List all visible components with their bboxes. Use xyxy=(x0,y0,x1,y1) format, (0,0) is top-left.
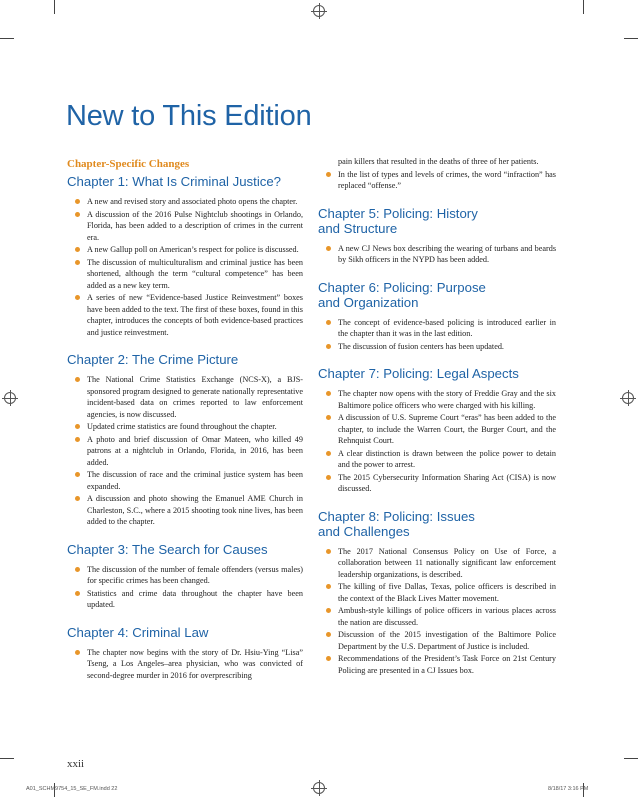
bullet-icon xyxy=(326,391,331,396)
registration-mark-icon xyxy=(313,782,325,794)
bullet-icon xyxy=(326,656,331,661)
change-list xyxy=(67,196,303,338)
list-item-text: A new and revised story and associated photo opens the chapter. xyxy=(87,197,298,206)
bullet-icon xyxy=(326,246,331,251)
list-item xyxy=(67,493,303,528)
right-column xyxy=(318,156,556,677)
chapter-heading-line: and Organization xyxy=(318,294,419,310)
change-list xyxy=(67,374,303,528)
chapter-heading: Chapter 3: The Search for Causes xyxy=(67,541,268,557)
list-item xyxy=(318,388,556,411)
chapter-heading xyxy=(318,206,556,236)
bullet-icon xyxy=(326,584,331,589)
list-item xyxy=(67,196,303,208)
bullet-icon xyxy=(75,260,80,265)
continued-list xyxy=(318,156,556,192)
bullet-icon xyxy=(75,472,80,477)
list-item xyxy=(318,412,556,447)
chapter-heading xyxy=(318,509,556,539)
chapter-heading-line: Chapter 5: Policing: History xyxy=(318,205,478,221)
list-item-text: Updated crime statistics are found throughout the chapter. xyxy=(87,422,277,431)
registration-mark-icon xyxy=(4,392,16,404)
page-title: New to This Edition xyxy=(66,100,312,132)
chapter-heading xyxy=(318,280,556,310)
bullet-icon xyxy=(326,320,331,325)
list-item xyxy=(318,653,556,676)
bullet-icon xyxy=(75,247,80,252)
list-item xyxy=(67,434,303,469)
list-item-text: pain killers that resulted in the deaths of three of her patients. xyxy=(338,157,539,166)
bullet-icon xyxy=(75,567,80,572)
chapter-heading-line: and Structure xyxy=(318,220,398,236)
list-item-text: The concept of evidence-based policing is introduced earlier in the chapter than it was in the last edition. xyxy=(338,317,556,338)
list-item xyxy=(318,629,556,652)
bullet-icon xyxy=(75,295,80,300)
list-item-text: The discussion of the number of female offenders (versus males) for specific crimes has been changed. xyxy=(87,564,303,585)
chapter-heading: Chapter 2: The Crime Picture xyxy=(67,352,239,367)
list-item-text: Statistics and crime data throughout the chapter have been updated. xyxy=(87,588,303,609)
registration-mark-icon xyxy=(622,392,634,404)
bullet-icon xyxy=(75,212,80,217)
list-item xyxy=(67,647,303,682)
chapter-heading-line: Chapter 6: Policing: Purpose xyxy=(318,279,486,295)
change-list xyxy=(67,564,303,611)
list-item-text: The discussion of race and the criminal justice system has been expanded. xyxy=(87,470,303,491)
list-item xyxy=(318,581,556,604)
list-item xyxy=(318,605,556,628)
bullet-icon xyxy=(75,650,80,655)
list-item-text: A series of new “Evidence-based Justice Reinvestment” boxes have been added to the text. The first of these boxes, found in this chapter, introduces the concepts of both evidence-based practices and justice reinvestment. xyxy=(87,293,303,337)
left-column xyxy=(67,156,303,682)
change-list xyxy=(318,317,556,353)
page-number: xxii xyxy=(67,758,85,770)
list-item xyxy=(318,156,556,168)
bullet-icon xyxy=(326,344,331,349)
list-item-text: The 2015 Cybersecurity Information Sharing Act (CISA) is now discussed. xyxy=(338,472,556,493)
chapter-heading-line: and Challenges xyxy=(318,523,410,539)
crop-mark xyxy=(624,38,638,39)
list-item-text: The 2017 National Consensus Policy on Use of Force, a collaboration between 11 nationally significant law enforcement leadership organizations, is described. xyxy=(338,546,556,579)
list-item-text: Recommendations of the President’s Task Force on 21st Century Policing are presented in a CJ Issues box. xyxy=(338,654,556,675)
bullet-icon xyxy=(75,437,80,442)
list-item-text: The National Crime Statistics Exchange (NCS-X), a BJS-sponsored program designed to generate nationally representative incident-based data on crimes reported to law enforcement agencies, is now discussed. xyxy=(87,375,303,419)
slug-date: 8/18/17 3:16 PM xyxy=(548,786,589,792)
list-item xyxy=(67,421,303,433)
list-item-text: The killing of five Dallas, Texas, police officers is described in the context of the Black Lives Matter movement. xyxy=(338,582,556,603)
list-item xyxy=(67,564,303,587)
list-item xyxy=(318,243,556,266)
bullet-icon xyxy=(326,632,331,637)
list-item xyxy=(67,292,303,338)
change-list xyxy=(318,546,556,677)
list-item-text: In the list of types and levels of crimes, the word “infraction” has replaced “offense.” xyxy=(338,169,556,190)
bullet-icon xyxy=(326,608,331,613)
change-list xyxy=(318,243,556,266)
crop-mark xyxy=(0,38,14,39)
list-item xyxy=(318,317,556,340)
chapter-heading: Chapter 4: Criminal Law xyxy=(67,624,209,640)
list-item xyxy=(67,469,303,492)
crop-mark xyxy=(54,0,55,14)
crop-mark xyxy=(0,758,14,759)
list-item-text: A new CJ News box describing the wearing of turbans and beards by Sikh officers in the NYPD has been added. xyxy=(338,243,556,264)
list-item xyxy=(318,546,556,581)
bullet-icon xyxy=(326,451,331,456)
list-item xyxy=(67,209,303,244)
list-item-text: A discussion of U.S. Supreme Court “eras” has been added to the chapter, to include the Warren Court, the Burger Court, and the Rehnquist Court. xyxy=(338,413,556,445)
chapter-heading xyxy=(318,366,556,381)
list-item xyxy=(67,244,303,256)
list-item xyxy=(318,472,556,495)
list-item-text: A new Gallup poll on American’s respect for police is discussed. xyxy=(87,245,299,254)
slug-file: A01_SCHM9754_15_SE_FM.indd 22 xyxy=(26,786,118,792)
bullet-icon xyxy=(75,591,80,596)
crop-mark xyxy=(624,758,638,759)
bullet-icon xyxy=(75,496,80,501)
registration-mark-icon xyxy=(313,5,325,17)
list-item-text: The chapter now begins with the story of Dr. Hsiu-Ying “Lisa” Tseng, a Los Angeles–area physician, who was convicted of second-degree murder in 2016 for overprescribing xyxy=(87,647,303,680)
list-item xyxy=(318,448,556,471)
bullet-icon xyxy=(75,199,80,204)
chapter-heading: Chapter 1: What Is Criminal Justice? xyxy=(67,174,282,189)
change-list xyxy=(67,647,303,682)
bullet-icon xyxy=(75,424,80,429)
list-item-text: A discussion and photo showing the Emanuel AME Church in Charleston, S.C., where a 2015 shooting took nine lives, has been added to the chapter. xyxy=(87,494,303,526)
list-item-text: A discussion of the 2016 Pulse Nightclub shootings in Orlando, Florida, has been added to a description of crimes in the current era. xyxy=(87,209,303,242)
section-label: Chapter-Specific Changes xyxy=(67,158,190,170)
bullet-icon xyxy=(326,549,331,554)
list-item xyxy=(318,169,556,192)
chapter-heading-line: Chapter 8: Policing: Issues xyxy=(318,508,475,524)
list-item xyxy=(67,257,303,292)
chapter-heading-line: Chapter 7: Policing: Legal Aspects xyxy=(318,366,519,381)
list-item-text: A photo and brief discussion of Omar Mateen, who killed 49 patrons at a nightclub in Orlando, Florida, in 2016, has been added. xyxy=(87,434,303,467)
list-item-text: Discussion of the 2015 investigation of the Baltimore Police Department by the U.S. Department of Justice is included. xyxy=(338,630,556,651)
list-item xyxy=(67,374,303,420)
list-item-text: The discussion of multiculturalism and criminal justice has been shortened, although the term “cultural competence” has been added as a new key term. xyxy=(87,257,303,290)
change-list xyxy=(318,388,556,495)
list-item-text: The chapter now opens with the story of Freddie Gray and the six Baltimore police officers who were charged with his killing. xyxy=(338,389,556,410)
list-item xyxy=(318,341,556,353)
list-item-text: Ambush-style killings of police officers in various places across the nation are discussed. xyxy=(338,606,556,627)
list-item-text: A clear distinction is drawn between the police power to detain and the power to arrest. xyxy=(338,448,556,469)
list-item-text: The discussion of fusion centers has been updated. xyxy=(338,341,504,351)
bullet-icon xyxy=(75,377,80,382)
crop-mark xyxy=(583,0,584,14)
bullet-icon xyxy=(326,415,331,420)
bullet-icon xyxy=(326,172,331,177)
bullet-icon xyxy=(326,475,331,480)
list-item xyxy=(67,588,303,611)
